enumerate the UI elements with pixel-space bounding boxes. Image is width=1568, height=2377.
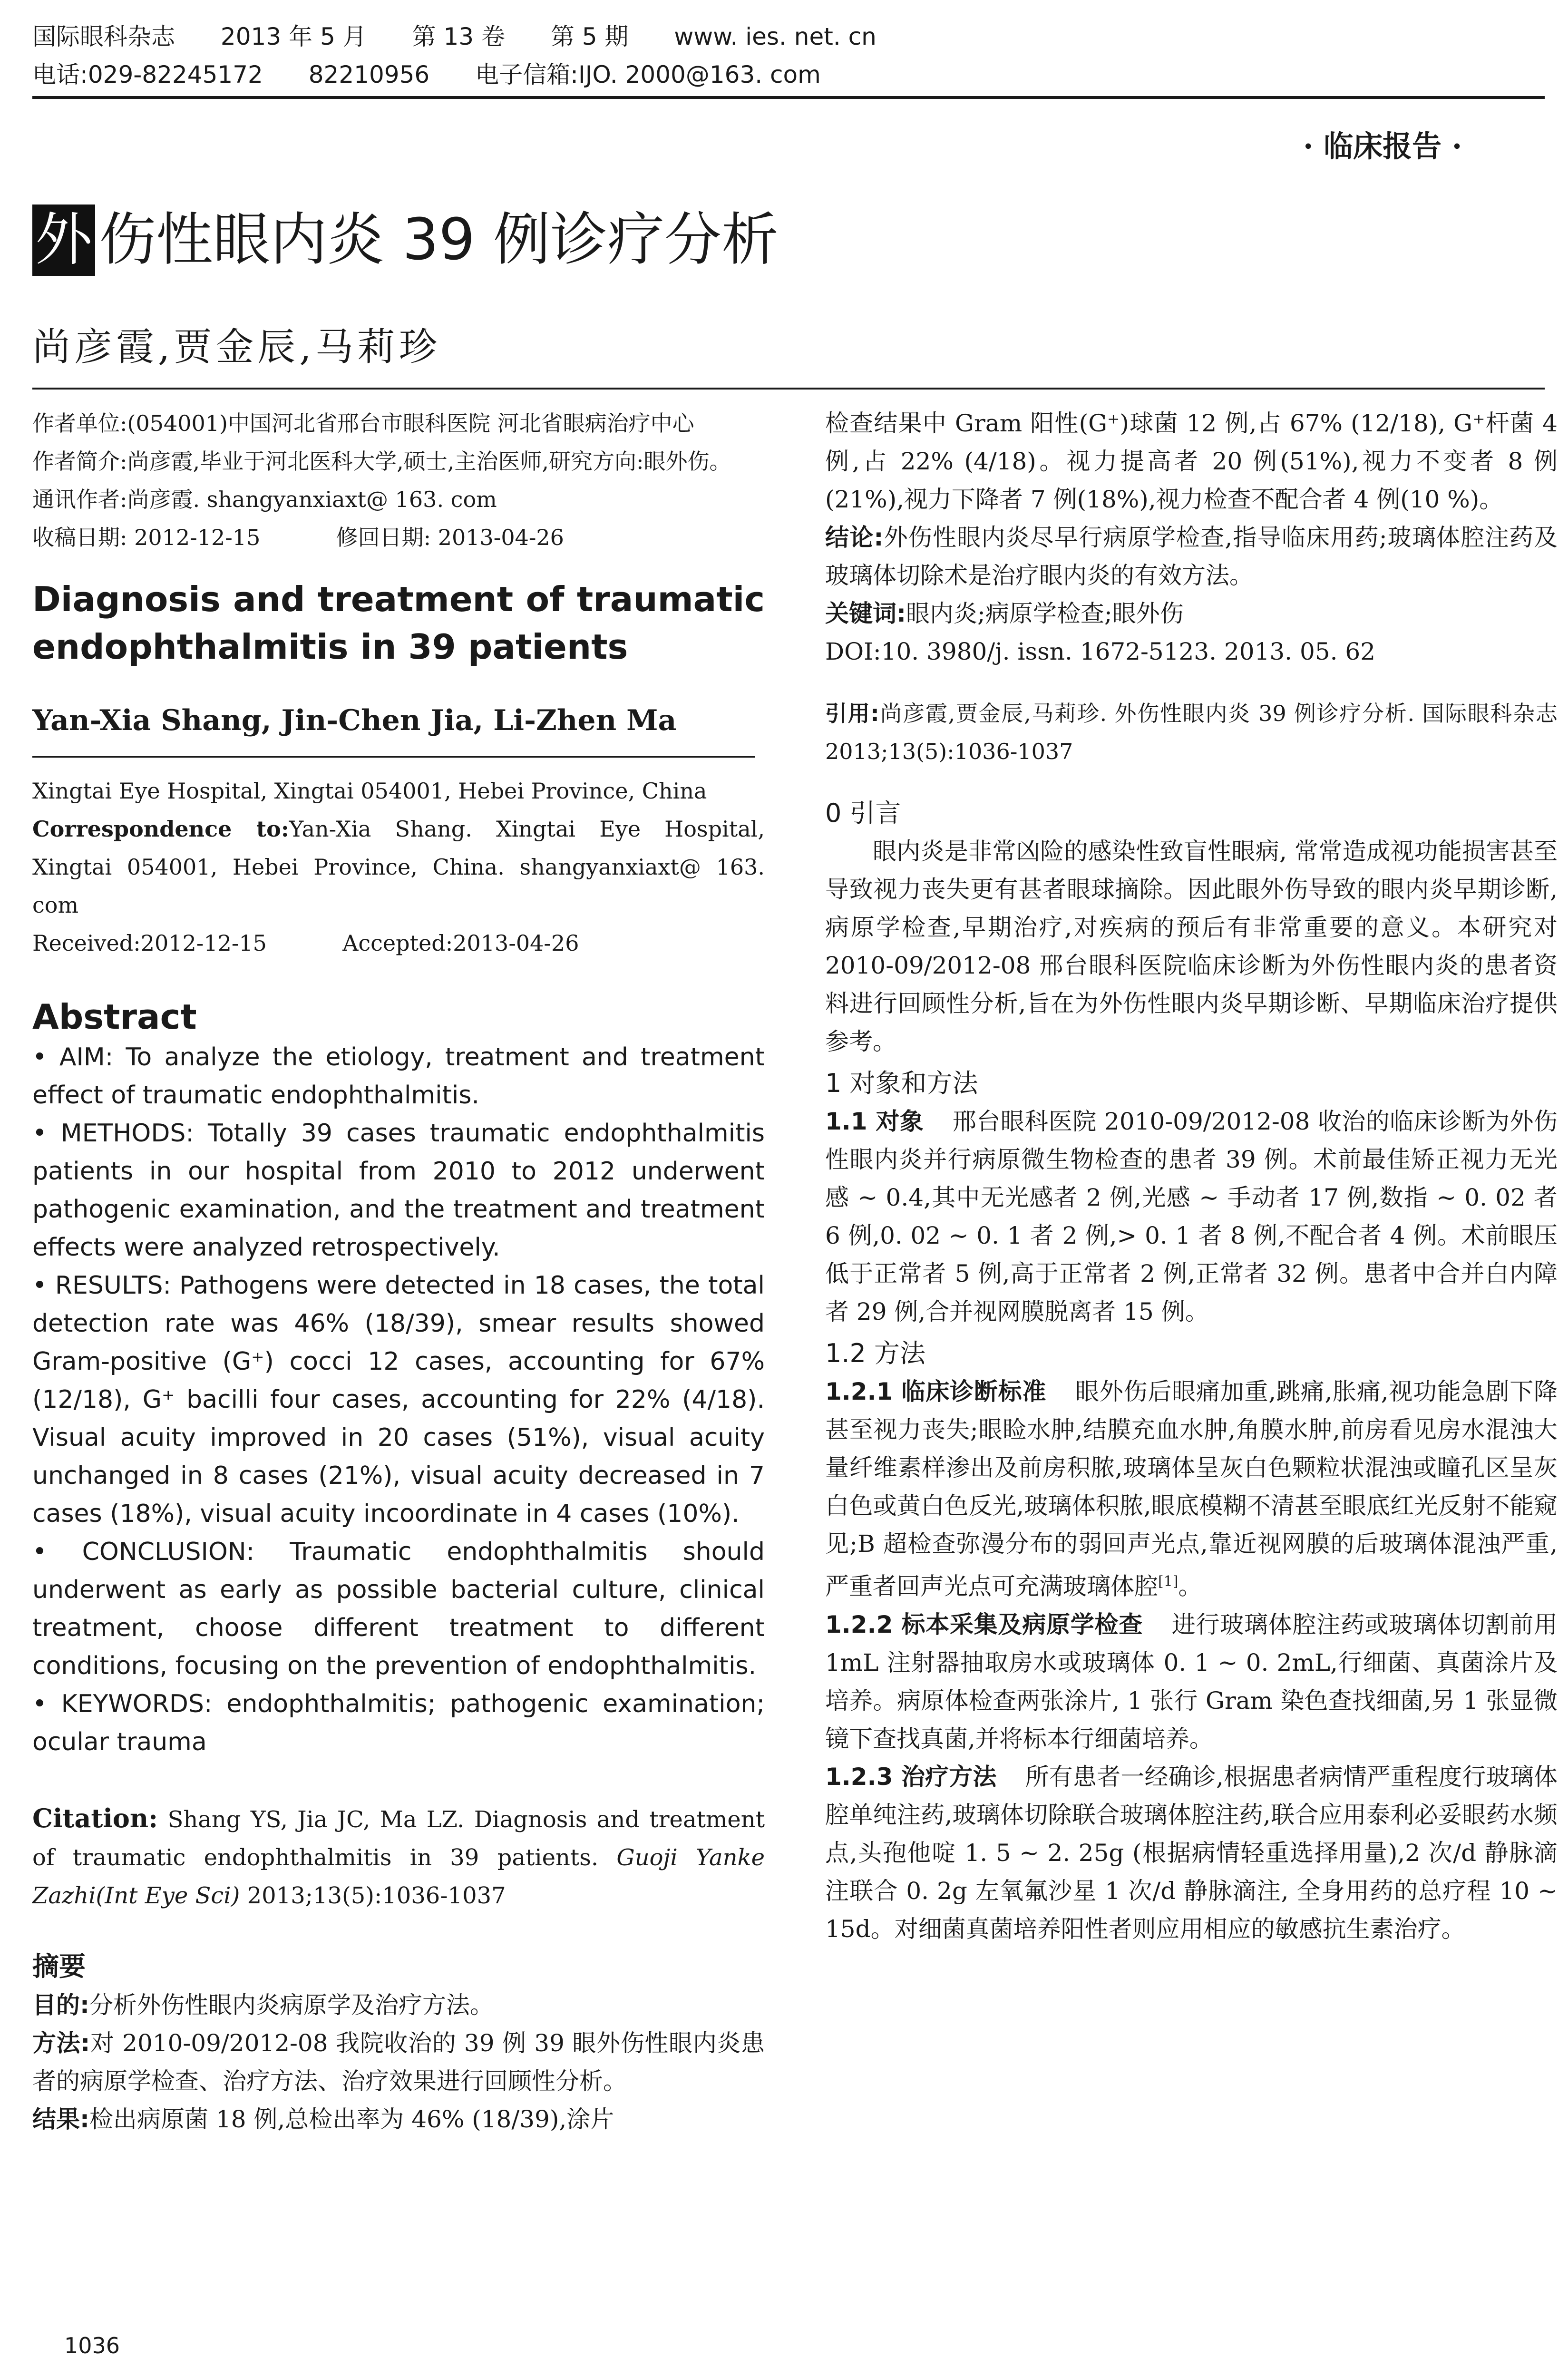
website-link[interactable]: www. ies. net. cn	[674, 23, 877, 50]
abstract-aim: • AIM: To analyze the etiology, treatment and treatment effect of traumatic endophthalmitis.	[32, 1043, 765, 1110]
english-dates	[32, 924, 765, 962]
zh-results-label: 结果:	[32, 2105, 89, 2133]
zh-results-continued: 检查结果中 Gram 阳性(G⁺)球菌 12 例,占 67% (12/18), G⁺杆菌 4 例,占 22% (4/18)。视力提高者 20 例(51%),视力不变者 8 例(21%),视力下降者 7 例(18%),视力检查不配合者 4 例(10 %)。	[825, 409, 1558, 513]
zh-aim-label: 目的:	[32, 1991, 89, 2019]
zh-aim	[32, 1986, 765, 2024]
zh-results-start	[32, 2100, 765, 2138]
abstract-results: • RESULTS: Pathogens were detected in 18 cases, the total detection rate was 46% (18/39), smear results showed Gram-positive (G⁺) cocci 12 cases, accounting for 67% (12/18), G⁺ bacilli four cases, accounting for 22% (4/18). Visual acuity improved in 20 cases (51%), visual acuity unchanged in 8 cases (21%), visual acuity decreased in 7 cases (18%), visual acuity incoordinate in 4 cases (10%).	[32, 1271, 765, 1528]
citation-journal: Guoji Yanke Zazhi(Int Eye Sci)	[32, 1844, 765, 1909]
zh-cite-text: 尚彦霞,贾金辰,马莉珍. 外伤性眼内炎 39 例诊疗分析. 国际眼科杂志 2013;13(5):1036-1037	[825, 701, 1558, 764]
affiliation-cn: 作者单位:(054001)中国河北省邢台市眼科医院 河北省眼病治疗中心	[32, 410, 694, 436]
section-1-2-1-text: 眼外伤后眼痛加重,跳痛,胀痛,视功能急剧下降甚至视力丧失;眼睑水肿,结膜充血水肿,角膜水肿,前房看见房水混浊大量纤维素样渗出及前房积脓,玻璃体呈灰白色颗粒状混浊或瞳孔区呈灰白色或黄白色反光,玻璃体积脓,眼底模糊不清甚至眼底红光反射不能窥见;B 超检查弥漫分布的弱回声光点,靠近视网膜的后玻璃体混浊严重,严重者回声光点可充满玻璃体腔	[825, 1378, 1558, 1600]
page-title	[32, 205, 779, 276]
section-1-2-1-label: 1.2.1 临床诊断标准	[825, 1378, 1047, 1405]
correspondence-text: Yan-Xia Shang. Xingtai Eye Hospital, Xingtai 054001, Hebei Province, China. shangyanxiaxt@ 163. com	[32, 816, 765, 918]
volume: 第 13 卷	[412, 23, 505, 50]
received-date-en: Received:2012-12-15	[32, 930, 267, 956]
accepted-date-en: Accepted:2013-04-26	[342, 930, 579, 956]
english-authors: Yan-Xia Shang, Jin-Chen Jia, Li-Zhen Ma	[32, 704, 677, 737]
abstract-keywords: • KEYWORDS: endophthalmitis; pathogenic examination; ocular trauma	[32, 1690, 765, 1756]
left-column	[32, 404, 765, 2138]
bio-cn: 作者简介:尚彦霞,毕业于河北医科大学,硕士,主治医师,研究方向:眼外伤。	[32, 448, 731, 474]
english-title: Diagnosis and treatment of traumatic endophthalmitis in 39 patients	[32, 579, 765, 667]
zh-cite-label: 引用:	[825, 701, 879, 726]
issue-date: 2013 年 5 月	[220, 23, 367, 50]
journal-name: 国际眼科杂志	[32, 23, 175, 50]
correspondence-label: Correspondence to:	[32, 816, 289, 842]
reference-1[interactable]: [1]	[1158, 1573, 1178, 1590]
page-number: 1036	[64, 2333, 120, 2358]
zh-conclusion-text: 外伤性眼内炎尽早行病原学检查,指导临床用药;玻璃体腔注药及玻璃体切除术是治疗眼内炎的有效方法。	[825, 524, 1558, 589]
section-1-2-3	[825, 1758, 1558, 1948]
abstract-methods: • METHODS: Totally 39 cases traumatic endophthalmitis patients in our hospital from 2010 to 2012 underwent pathogenic examination, and the treatment and treatment effects were analyzed retrospectively.	[32, 1119, 765, 1262]
title-rest: 伤性眼内炎 39 例诊疗分析	[99, 207, 779, 273]
section-1-2-2-label: 1.2.2 标本采集及病原学检查	[825, 1610, 1143, 1638]
corresponding-author-cn: 通讯作者:尚彦霞. shangyanxiaxt@ 163. com	[32, 487, 497, 512]
section-1-2-1-end: 。	[1178, 1572, 1202, 1600]
dates-cn	[32, 518, 765, 556]
zh-keywords-label: 关键词:	[825, 600, 906, 627]
citation-en	[32, 1799, 765, 1915]
zh-keywords	[825, 594, 1558, 633]
section-1-heading: 1 对象和方法	[825, 1068, 978, 1098]
section-1-2-1	[825, 1373, 1558, 1606]
english-correspondence	[32, 810, 765, 924]
zh-conclusion-label: 结论:	[825, 524, 884, 551]
english-authors-rule	[32, 756, 755, 758]
zh-abstract-heading: 摘要	[32, 1951, 86, 1982]
zh-methods-text: 对 2010-09/2012-08 我院收治的 39 例 39 眼外伤性眼内炎患者的病原学检查、治疗方法、治疗效果进行回顾性分析。	[32, 2029, 765, 2095]
citation-label: Citation:	[32, 1803, 158, 1833]
email-link[interactable]: 电子信箱:IJO. 2000@163. com	[475, 61, 821, 88]
received-date-cn: 收稿日期: 2012-12-15	[32, 525, 261, 550]
doi[interactable]: DOI:10. 3980/j. issn. 1672-5123. 2013. 05. 62	[825, 638, 1376, 665]
phone2: 82210956	[308, 61, 430, 88]
right-column	[825, 404, 1558, 1948]
abstract-conclusion: • CONCLUSION: Traumatic endophthalmitis should underwent as early as possible bacterial culture, clinical treatment, choose different treatment to different conditions, focusing on the prevention of endophthalmitis.	[32, 1538, 765, 1680]
section-1-2-2-text: 进行玻璃体腔注药或玻璃体切割前用 1mL 注射器抽取房水或玻璃体 0. 1 ~ 0. 2mL,行细菌、真菌涂片及培养。病原体检查两张涂片, 1 张行 Gram 染色查找细菌,另 1 张显微镜下查找真菌,并将标本行细菌培养。	[825, 1610, 1558, 1753]
revised-date-cn: 修回日期: 2013-04-26	[336, 525, 564, 550]
citation-tail: 2013;13(5):1036-1037	[247, 1882, 506, 1909]
citation-text: Shang YS, Jia JC, Ma LZ. Diagnosis and treatment of traumatic endophthalmitis in 39 patients.	[32, 1806, 765, 1871]
title-first-char: 外	[32, 205, 95, 276]
intro-paragraph: 眼内炎是非常凶险的感染性致盲性眼病, 常常造成视功能损害甚至导致视力丧失更有甚者眼球摘除。因此眼外伤导致的眼内炎早期诊断,病原学检查,早期治疗,对疾病的预后有非常重要的意义。本研究对 2010-09/2012-08 邢台眼科医院临床诊断为外伤性眼内炎的患者资料进行回顾性分析,旨在为外伤性眼内炎早期诊断、早期临床治疗提供参考。	[825, 838, 1558, 1055]
journal-header-line1	[32, 20, 915, 53]
issue-number: 第 5 期	[550, 23, 629, 50]
zh-keywords-text: 眼内炎;病原学检查;眼外伤	[906, 600, 1184, 627]
phone: 电话:029-82245172	[32, 61, 263, 88]
section-1-2-heading: 1.2 方法	[825, 1338, 926, 1368]
abstract-heading: Abstract	[32, 997, 197, 1037]
section-1-1	[825, 1102, 1558, 1331]
zh-conclusion	[825, 518, 1558, 594]
section-1-2-3-text: 所有患者一经确诊,根据患者病情严重程度行玻璃体腔单纯注药,玻璃体切除联合玻璃体腔注药,联合应用泰利必妥眼药水频点,头孢他啶 1. 5 ~ 2. 25g (根据病情轻重选择用量),2 次/d 静脉滴注联合 0. 2g 左氧氟沙星 1 次/d 静脉滴注, 全身用药的总疗程 10 ~ 15d。对细菌真菌培养阳性者则应用相应的敏感抗生素治疗。	[825, 1763, 1558, 1943]
section-1-2-3-label: 1.2.3 治疗方法	[825, 1763, 997, 1791]
authors-cn: 尚彦霞,贾金辰,马莉珍	[32, 325, 441, 369]
section-1-1-text: 邢台眼科医院 2010-09/2012-08 收治的临床诊断为外伤性眼内炎并行病原微生物检查的患者 39 例。术前最佳矫正视力无光感 ~ 0.4,其中无光感者 2 例,光感 ~ 手动者 17 例,数指 ~ 0. 02 者 6 例,0. 02 ~ 0. 1 者 2 例,> 0. 1 者 8 例,不配合者 4 例。术前眼压低于正常者 5 例,高于正常者 2 例,正常者 32 例。患者中合并白内障者 29 例,合并视网膜脱离者 15 例。	[825, 1108, 1558, 1325]
section-intro-heading: 0 引言	[825, 798, 901, 828]
zh-methods	[32, 2024, 765, 2100]
zh-methods-label: 方法:	[32, 2029, 90, 2057]
journal-header-line2	[32, 58, 859, 91]
section-1-2-2	[825, 1606, 1558, 1758]
zh-citation	[825, 694, 1558, 770]
section-1-1-label: 1.1 对象	[825, 1108, 924, 1135]
zh-aim-text: 分析外伤性眼内炎病原学及治疗方法。	[89, 1991, 494, 2019]
title-rule	[32, 388, 1545, 390]
english-affiliation: Xingtai Eye Hospital, Xingtai 054001, Hebei Province, China	[32, 778, 707, 804]
header-rule	[32, 96, 1545, 99]
zh-results-text-left: 检出病原菌 18 例,总检出率为 46% (18/39),涂片	[89, 2105, 614, 2133]
section-tag: · 临床报告 ·	[1303, 129, 1462, 164]
